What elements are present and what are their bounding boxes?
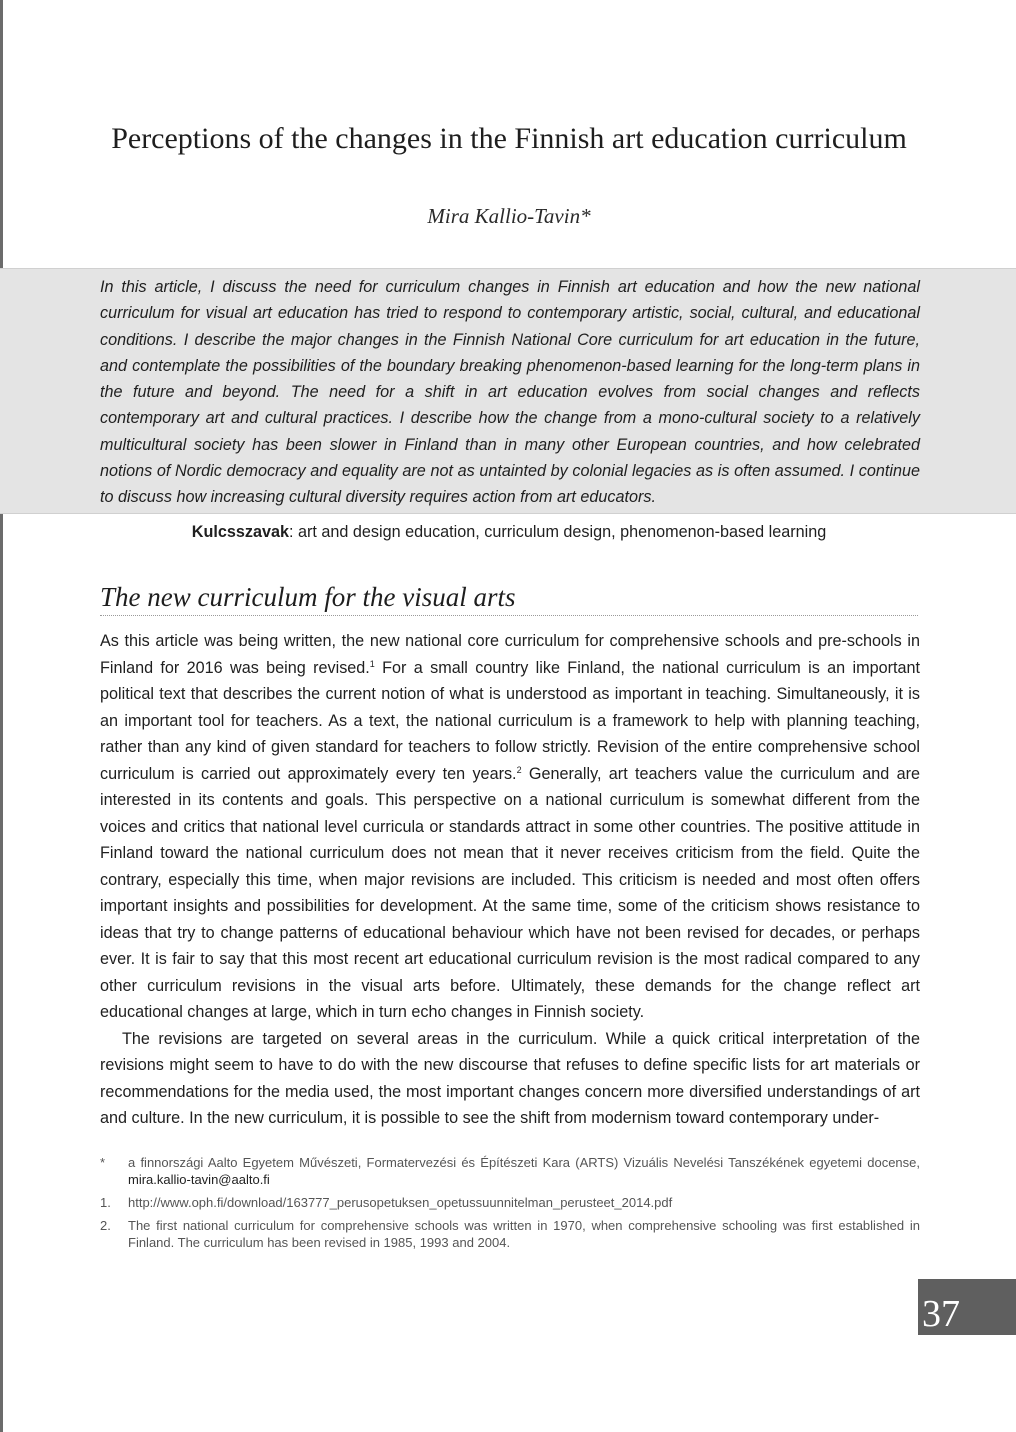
paragraph-1: [100, 628, 920, 1026]
author-email-link[interactable]: mira.kallio-tavin@aalto.fi: [128, 1172, 270, 1187]
footnote-ref-1[interactable]: 1: [369, 658, 375, 669]
footnote-2: [100, 1217, 920, 1251]
paragraph-2: The revisions are targeted on several areas in the curriculum. While a quick critical interpretation of the revisions might seem to have to do with the new discourse that refuses to define specific lists for art materials or recommendations for the media used, the most important changes concern more diversified understandings of art and culture. In the new curriculum, it is possible to see the shift from modernism toward contemporary under-: [100, 1029, 920, 1127]
page-edge: [0, 0, 3, 1432]
keywords-line: [100, 520, 918, 544]
paragraph-1-part-1: As this article was being written, the new national core curriculum for comprehensive schools and pre-schools in Finland for 2016 was being revised.: [100, 632, 920, 677]
author-name: Mira Kallio-Tavin*: [427, 204, 591, 228]
footnote-text: The first national curriculum for comprehensive schools was written in 1970, when comprehensive schooling was first established in Finland. The curriculum has been revised in 1985, 1993 and 2004.: [128, 1218, 920, 1250]
footnote-ref-2[interactable]: 2: [516, 764, 522, 775]
footnote-author: [100, 1154, 920, 1188]
paragraph-1-part-3: Generally, art teachers value the curriculum and are interested in its contents and goals. This perspective on a national curriculum is somewhat different from the voices and critics that national level curricula or standards attract in some other countries. The positive attitude in Finland toward the national curriculum does not mean that it never receives criticism from the field. Quite the contrary, especially this time, when major revisions are included. This criticism is needed and most often offers important insights and possibilities for development. At the same time, some of the criticism shows resistance to ideas that try to change patterns of educational behaviour which have not been revised for decades, or perhaps ever. It is fair to say that this most recent art educational curriculum revision is the most radical compared to any other curriculum revisions in the visual arts before. Ultimately, these demands for the change reflect art educational changes at large, which in turn echo changes in Finnish society.: [100, 764, 921, 1021]
footnote-mark: *: [100, 1155, 106, 1170]
footnote-mark: 1.: [100, 1195, 111, 1210]
footnote-url-link[interactable]: http://www.oph.fi/download/163777_perusopetuksen_opetussuunnitelman_perusteet_2014.pdf: [128, 1195, 673, 1210]
body-text: [100, 628, 920, 1132]
footnote-mark: 2.: [100, 1218, 111, 1233]
abstract-text: In this article, I discuss the need for curriculum changes in Finnish art education and how the new national curriculum for visual art education has tried to respond to contemporary artistic, social, cultural, and educational conditions. I describe the major changes in the Finnish National Core curriculum for art education in the future, and contemplate the possibilities of the boundary breaking phenomenon-based learning for the long-term plans in the future and beyond. The need for a shift in art education evolves from social changes and reflects contemporary art and cultural practices. I describe how the change from a mono-cultural society to a relatively multicultural society has been slower in Finland than in many other European countries, and how celebrated notions of Nordic democracy and equality are not as untainted by colonial legacies as is often assumed. I continue to discuss how increasing cultural diversity requires action from art educators.: [100, 278, 920, 507]
paragraph-1-part-2: For a small country like Finland, the national curriculum is an important political text that describes the current notion of what is understood as important in teaching. Simultaneously, it is an important tool for teachers. As a text, the national curriculum is a framework to help with planning teaching, rather than any kind of given standard for teachers to follow strictly. Revision of the entire comprehensive school curriculum is carried out approximately every ten years.: [100, 658, 920, 783]
footnote-text: a finnországi Aalto Egyetem Művészeti, Formatervezési és Építészeti Kara (ARTS) Vizuális Nevelési Tanszékének egyetemi docense,: [128, 1155, 920, 1170]
keywords-text: : art and design education, curriculum design, phenomenon-based learning: [288, 523, 827, 541]
keywords-label: Kulcsszavak: [191, 523, 289, 541]
footnotes: [100, 1154, 920, 1257]
page-number: 37: [918, 1279, 1016, 1335]
section-heading: The new curriculum for the visual arts: [100, 579, 918, 616]
article-title: Perceptions of the changes in the Finnish art education curriculum: [111, 122, 907, 155]
footnote-1: [100, 1194, 920, 1211]
